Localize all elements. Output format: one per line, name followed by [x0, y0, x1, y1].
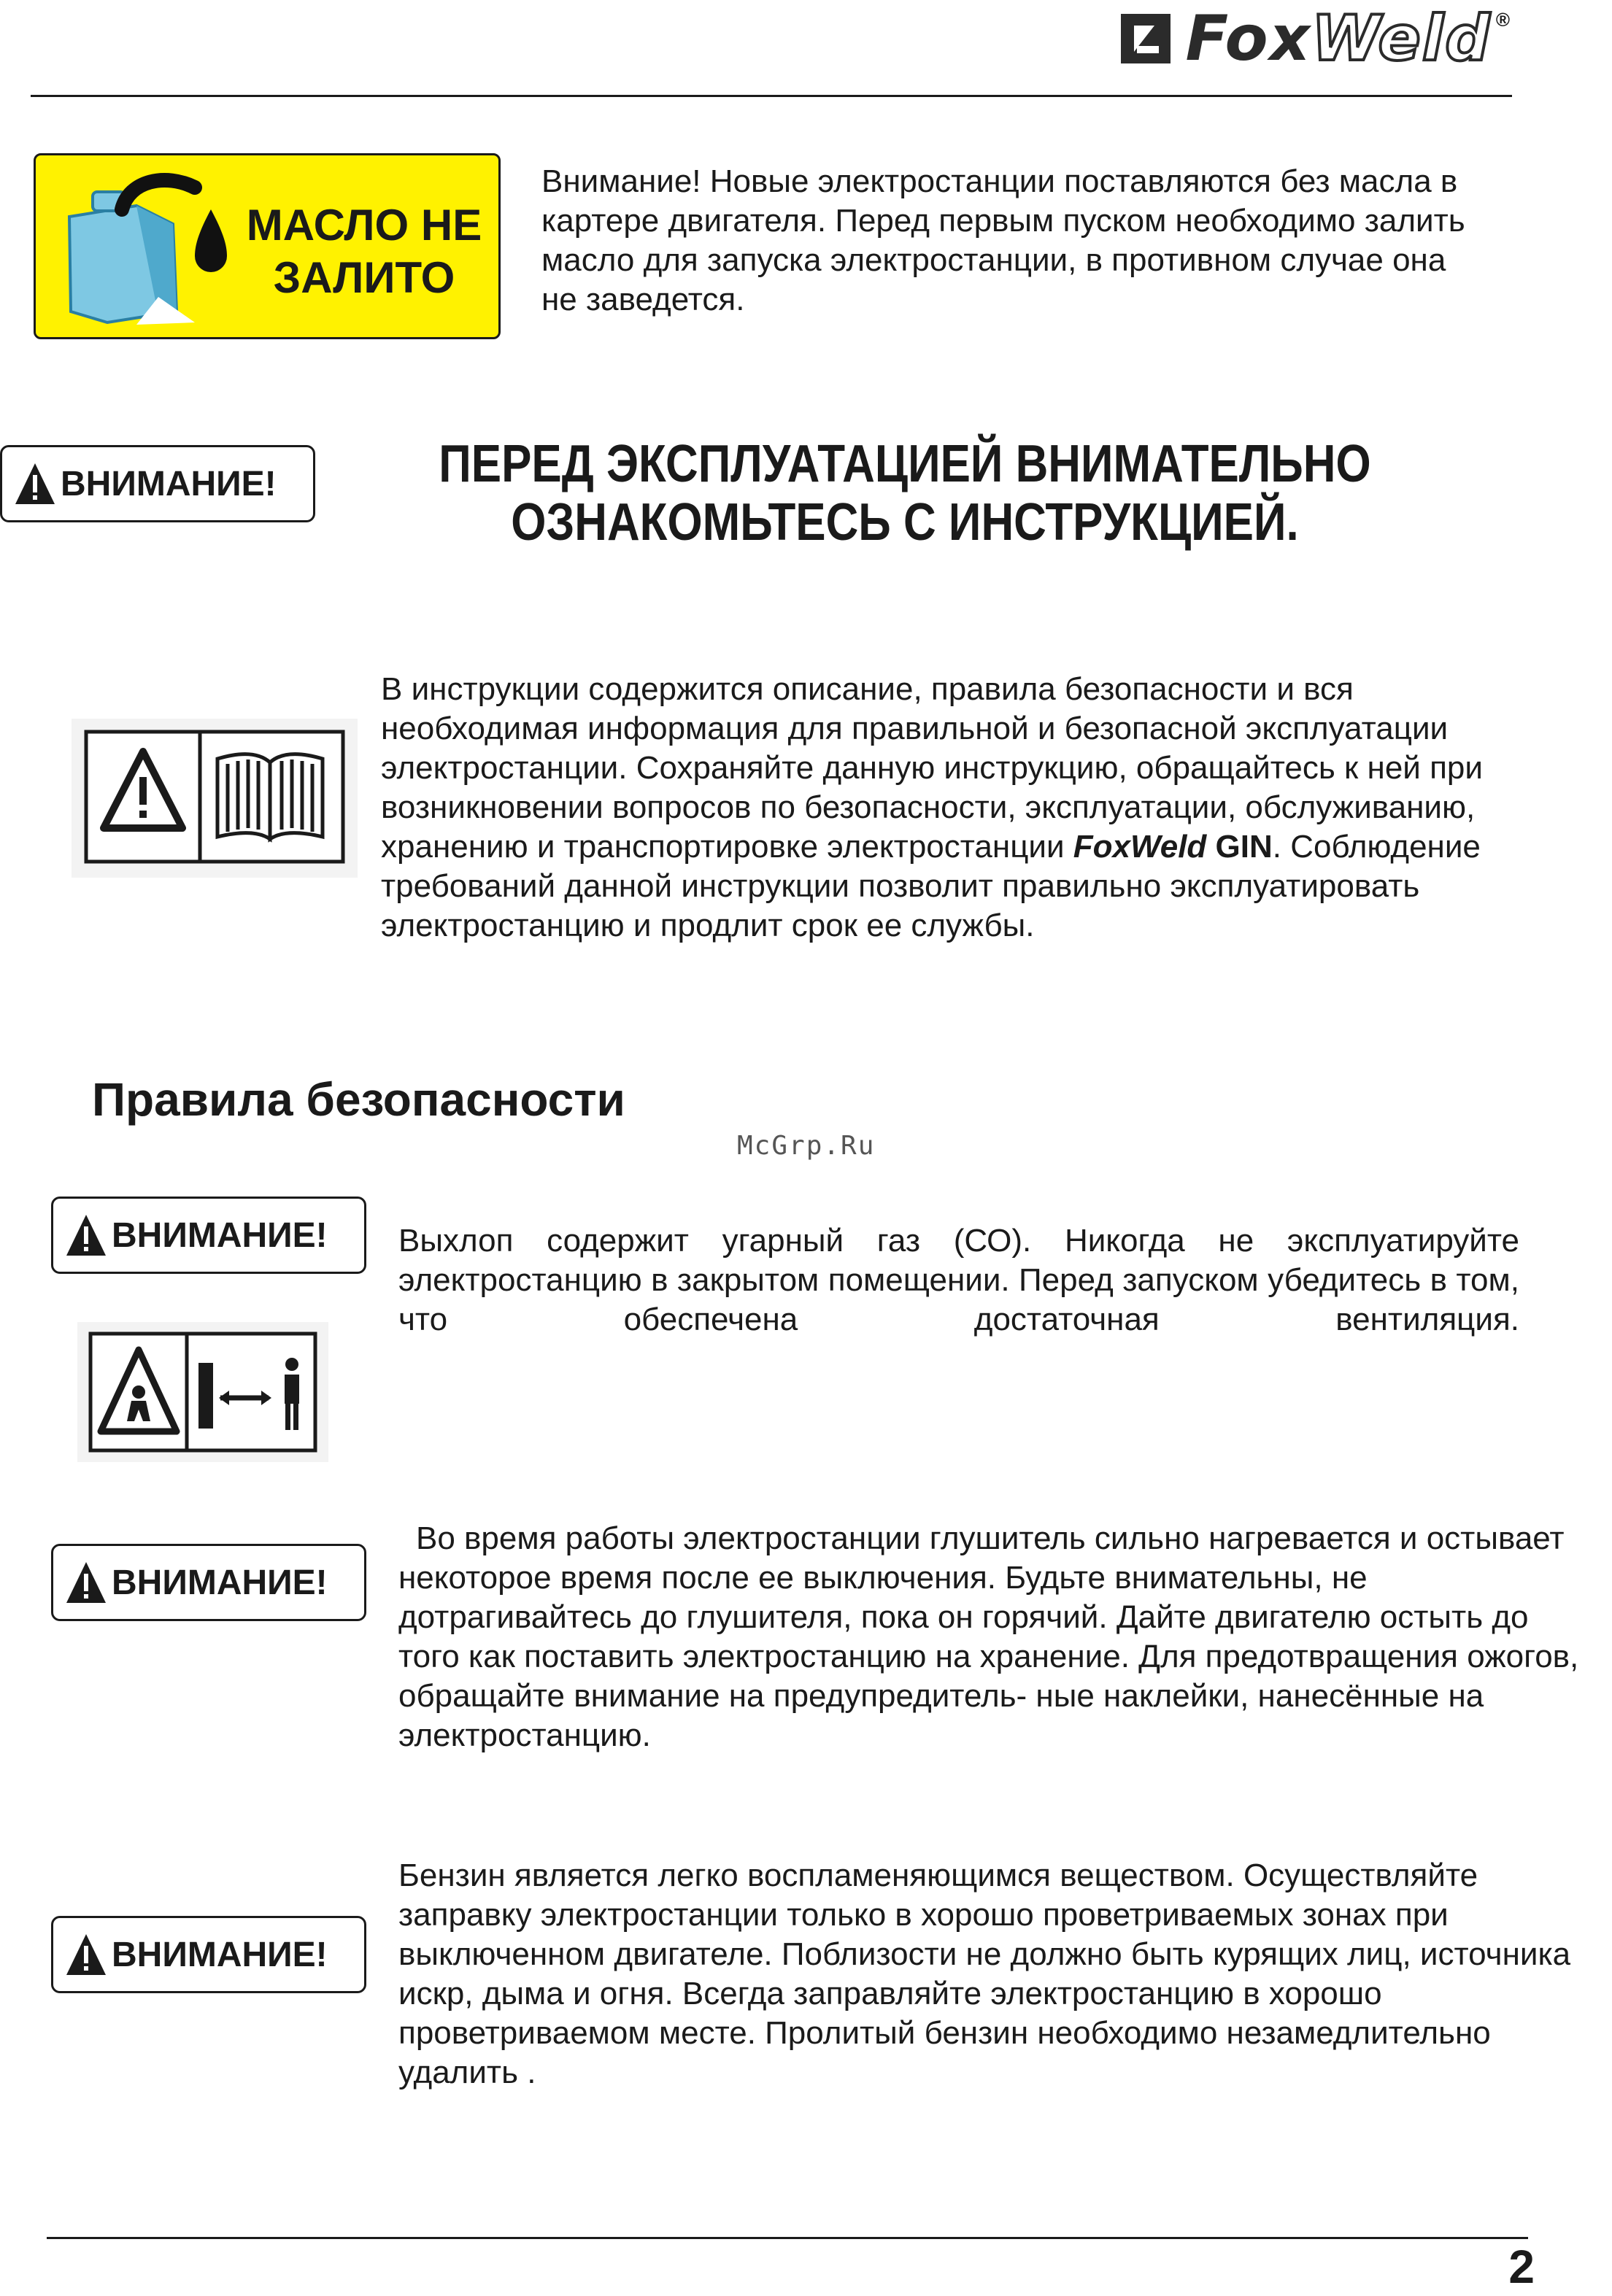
warning-triangle-icon	[65, 1561, 107, 1604]
warning-triangle-icon	[14, 462, 56, 506]
attention-badge	[51, 1197, 366, 1274]
warning-text: Во время работы электростанции глушитель сильно нагревается и остывает некоторое время после ее выключения. Будьте внимательны, не дотрагивайтесь до глушителя, пока он горячий. Дайте двигателю остыть до того как поставить электростанцию на хранение. Для предотвращения ожогов, обращайте внимание на предупредитель- ные наклейки, нанесённые на электростанцию.	[398, 1520, 1579, 1753]
attention-badge	[51, 1544, 366, 1621]
intro-part2: . Соблюдение требований данной инструкции позволит правильно эксплуатировать электростанцию и продлит срок ее службы.	[381, 829, 1481, 943]
exhaust-pictogram	[77, 1322, 328, 1462]
intro-part1: В инструкции содержится описание, правила безопасности и вся необходимая информация для правильной и безопасной эксплуатации электростанции. Сохраняйте данную инструкцию, обращайтесь к ней при возникновении вопросов по безопасности, эксплуатации, обслуживанию, хранению и транспортировке электростанции	[381, 671, 1483, 865]
attention-label: ВНИМАНИЕ!	[112, 1935, 328, 1974]
oil-warning-sign	[34, 153, 501, 339]
brand-logo	[1117, 2, 1510, 75]
page-number: 2	[1508, 2241, 1535, 2293]
oil-sign-label: МАСЛО НЕ ЗАЛИТО	[246, 201, 482, 302]
registered-mark: ®	[1495, 9, 1510, 31]
section-title: Правила безопасности	[92, 1073, 625, 1126]
intro-brand: FoxWeld	[1073, 829, 1207, 865]
read-manual-pictogram	[72, 719, 358, 878]
brand-weld: Weld	[1311, 2, 1492, 75]
warning-triangle-icon	[65, 1933, 107, 1976]
warning-text: Выхлоп содержит угарный газ (СО). Никогда не эксплуатируйте электростанцию в закрытом помещении. Перед запуском убедитесь в том, что обеспечена достаточная вентиляция.	[398, 1223, 1519, 1337]
main-title	[390, 435, 1419, 552]
warning-text: Бензин является легко воспламеняющимся веществом. Осуществляйте заправку электростанции только в хорошо проветриваемых зонах при выключенном двигателе. Поблизости не должно быть курящих лиц, источника искр, дыма и огня. Всегда заправляйте электростанцию в хорошо проветриваемом месте. Пролитый бензин необходимо незамедлительно удалить .	[398, 1858, 1571, 2090]
footer-rule	[47, 2237, 1528, 2239]
main-title-line1: ПЕРЕД ЭКСПЛУАТАЦИЕЙ ВНИМАТЕЛЬНО	[439, 435, 1371, 493]
attention-badge	[0, 445, 315, 522]
attention-label: ВНИМАНИЕ!	[112, 1563, 328, 1602]
brand-fox: Fox	[1185, 2, 1312, 75]
intro-model: GIN	[1215, 829, 1273, 865]
brand-name	[1185, 2, 1492, 75]
main-title-line2: ОЗНАКОМЬТЕСЬ С ИНСТРУКЦИЕЙ.	[511, 493, 1299, 552]
oil-notice-text: Внимание! Новые электростанции поставляются без масла в картере двигателя. Перед первым пуском необходимо залить масло для запуска электростанции, в противном случае она не заведется.	[541, 163, 1465, 317]
intro-text	[381, 670, 1505, 946]
warning-triangle-icon	[65, 1213, 107, 1257]
attention-badge	[51, 1916, 366, 1993]
header-rule	[31, 95, 1512, 97]
watermark: McGrp.Ru	[737, 1131, 876, 1161]
oil-canister-icon	[49, 166, 231, 330]
attention-label: ВНИМАНИЕ!	[61, 464, 277, 503]
attention-label: ВНИМАНИЕ!	[112, 1215, 328, 1255]
foxweld-logo-icon	[1117, 9, 1175, 68]
